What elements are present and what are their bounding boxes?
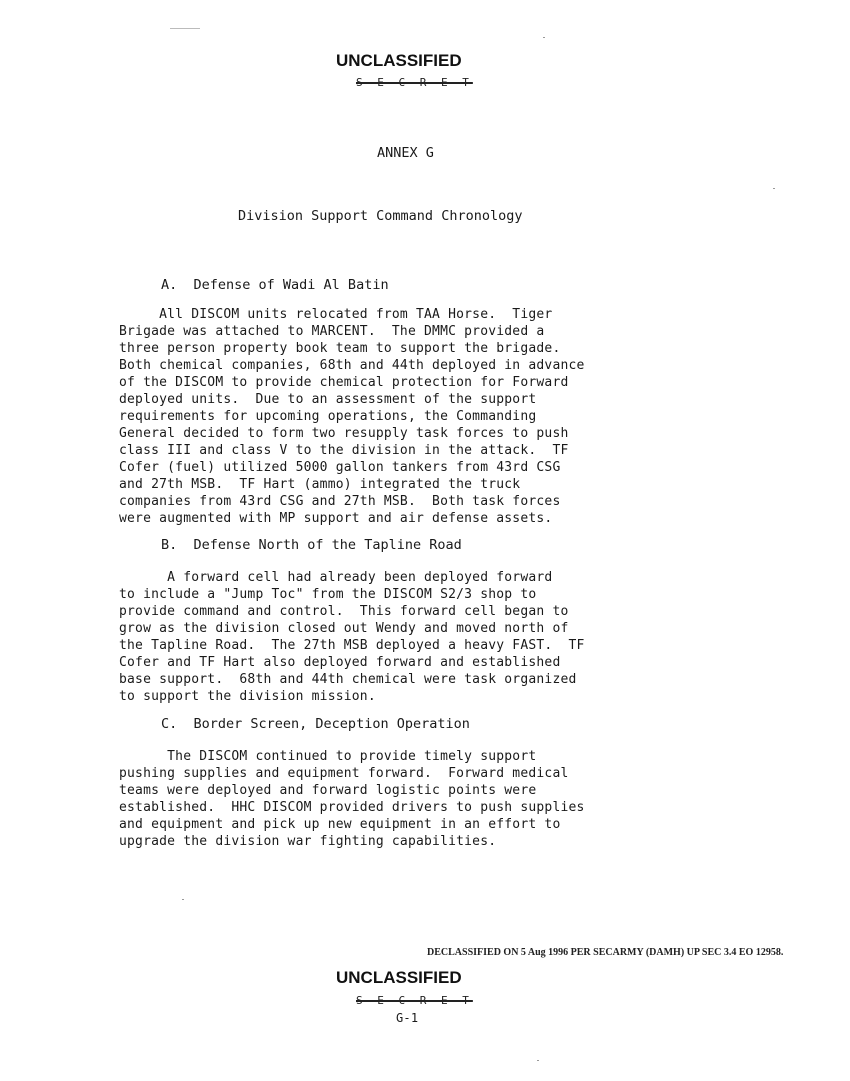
body-line: General decided to form two resupply task forces to push [119,426,569,441]
body-line: established. HHC DISCOM provided drivers to push supplies [119,800,585,815]
declassification-stamp: DECLASSIFIED ON 5 Aug 1996 PER SECARMY (DAMH) UP SEC 3.4 EO 12958. [427,947,784,958]
body-line: class III and class V to the division in the attack. TF [119,443,569,458]
document-title: Division Support Command Chronology [238,208,523,224]
body-line: to include a "Jump Toc" from the DISCOM S2/3 shop to [119,587,537,602]
body-line: companies from 43rd CSG and 27th MSB. Both task forces [119,494,561,509]
body-line: requirements for upcoming operations, the Commanding [119,409,537,424]
body-line: of the DISCOM to provide chemical protection for Forward [119,375,569,390]
body-line: the Tapline Road. The 27th MSB deployed a heavy FAST. TF [119,638,585,653]
body-line: upgrade the division war fighting capabilities. [119,834,497,849]
body-line: three person property book team to support the brigade. [119,341,561,356]
body-line: teams were deployed and forward logistic points were [119,783,537,798]
body-line: base support. 68th and 44th chemical were task organized [119,672,577,687]
body-line: to support the division mission. [119,689,376,704]
header-classification: UNCLASSIFIED [336,51,462,70]
body-line: Cofer (fuel) utilized 5000 gallon tankers from 43rd CSG [119,460,561,475]
page-number: G-1 [396,1011,419,1025]
body-line: provide command and control. This forward cell began to [119,604,569,619]
footer-classification: UNCLASSIFIED [336,968,462,987]
section-a-body [119,306,585,527]
body-line: and 27th MSB. TF Hart (ammo) integrated the truck [119,477,521,492]
section-c-body [119,748,585,850]
annex-title: ANNEX G [377,145,434,161]
body-line: A forward cell had already been deployed forward [119,570,553,585]
scan-speck [170,28,200,29]
header-struck-marking: S E C R E T [356,76,473,89]
scan-speck [182,899,184,900]
scan-speck [773,188,775,189]
body-line: Both chemical companies, 68th and 44th deployed in advance [119,358,585,373]
body-line: The DISCOM continued to provide timely support [119,749,537,764]
body-line: deployed units. Due to an assessment of the support [119,392,537,407]
body-line: Cofer and TF Hart also deployed forward and established [119,655,561,670]
scan-speck [537,1060,539,1061]
scan-speck [543,37,545,38]
body-line: Brigade was attached to MARCENT. The DMMC provided a [119,324,545,339]
footer-struck-marking: S E C R E T [356,994,473,1007]
body-line: were augmented with MP support and air defense assets. [119,511,553,526]
body-line: and equipment and pick up new equipment in an effort to [119,817,561,832]
section-a-heading: A. Defense of Wadi Al Batin [161,277,389,293]
body-line: grow as the division closed out Wendy and moved north of [119,621,569,636]
body-line: pushing supplies and equipment forward. Forward medical [119,766,569,781]
section-c-heading: C. Border Screen, Deception Operation [161,716,470,732]
section-b-heading: B. Defense North of the Tapline Road [161,537,462,553]
body-line: All DISCOM units relocated from TAA Horse. Tiger [119,307,553,322]
section-b-body [119,569,585,705]
